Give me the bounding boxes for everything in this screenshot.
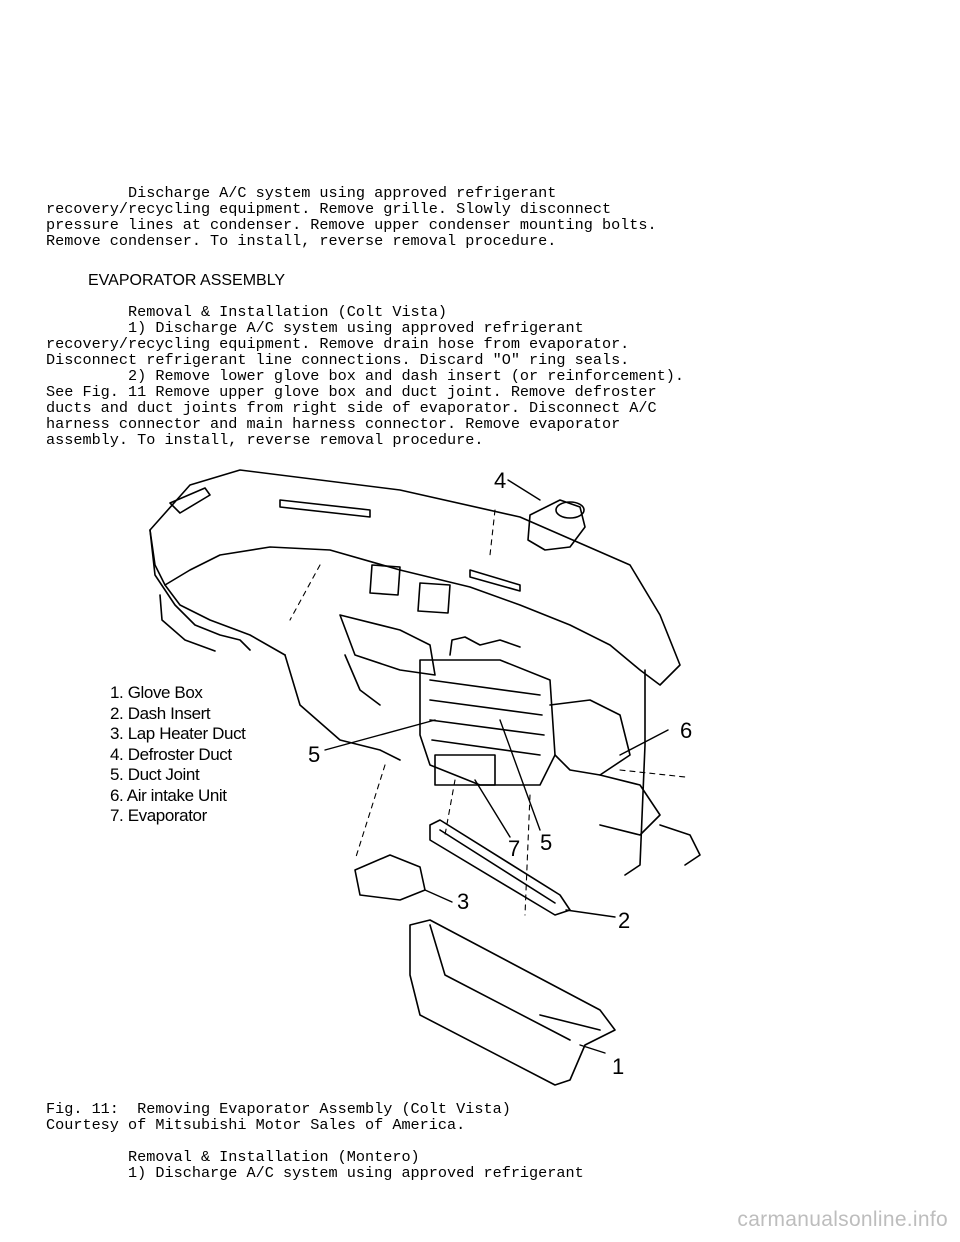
- dashboard-lower-edge: [165, 585, 285, 655]
- legend-item: 4. Defroster Duct: [110, 744, 232, 764]
- air-intake-unit: [550, 700, 630, 775]
- callout-6: 6: [680, 718, 693, 743]
- leader-2: [566, 910, 615, 917]
- legend-item: 3. Lap Heater Duct: [110, 724, 246, 743]
- dashboard-vent-2: [418, 583, 450, 613]
- callout-5-left: 5: [308, 742, 321, 767]
- condenser-procedure-text: Discharge A/C system using approved refrigerant recovery/recycling equipment. Remove grille. Slowly disconnect pressure lines at condenser. Remove upper condenser mounting bolts. Remove condenser. To install, reverse removal procedure.: [46, 184, 657, 250]
- dashboard-defroster-slot-left: [170, 488, 210, 513]
- dashboard-left-end: [150, 530, 250, 650]
- legend-item: 2. Dash Insert: [110, 703, 211, 723]
- callout-2: 2: [618, 908, 631, 933]
- evaporator-unit: [420, 637, 555, 785]
- legend-item: 1. Glove Box: [110, 683, 203, 702]
- colt-vista-procedure-text: Removal & Installation (Colt Vista) 1) Discharge A/C system using approved refrigerant recovery/recycling equipment. Remove drain hose from evaporator. Disconnect refrigerant line connections. Discard "O" ring seals. 2) Remove lower glove box and dash insert (or reinforcement). See Fig. 11 Remove upper glove box and duct joint. Remove defroster ducts and duct joints from right side of evaporator. Disconnect A/C harness connector and main harness connector. Remove evaporator assembly. To install, reverse removal procedure.: [46, 303, 684, 449]
- legend-item: 7. Evaporator: [110, 806, 207, 825]
- glove-box-part: [410, 920, 615, 1085]
- dashboard-defroster-slot-right: [470, 570, 520, 591]
- leader-4: [508, 480, 540, 500]
- console-outline: [285, 655, 400, 760]
- callout-1: 1: [612, 1054, 625, 1079]
- lap-heater-duct-part: [355, 855, 425, 900]
- figure-caption: Fig. 11: Removing Evaporator Assembly (Colt Vista) Courtesy of Mitsubishi Motor Sales of America.: [46, 1100, 511, 1134]
- leader-5-left: [325, 720, 435, 750]
- callout-4: 4: [494, 468, 507, 493]
- callout-3: 3: [457, 889, 470, 914]
- leader-5-right: [500, 720, 540, 830]
- callout-7: 7: [508, 836, 521, 861]
- callout-5-right: 5: [540, 830, 553, 855]
- leader-3: [425, 890, 452, 902]
- legend-item: 6. Air intake Unit: [110, 785, 227, 805]
- montero-procedure-text: Removal & Installation (Montero) 1) Discharge A/C system using approved refrigerant: [128, 1148, 584, 1182]
- legend-item: 5. Duct Joint: [110, 765, 200, 784]
- dashboard-defroster-slot-center: [280, 500, 370, 517]
- section-heading-evaporator-assembly: EVAPORATOR ASSEMBLY: [88, 272, 286, 289]
- dashboard-outline: [150, 470, 680, 685]
- figure-parts-legend: [110, 683, 246, 827]
- leader-7: [475, 780, 510, 837]
- site-watermark: carmanualsonline.info: [737, 1208, 948, 1231]
